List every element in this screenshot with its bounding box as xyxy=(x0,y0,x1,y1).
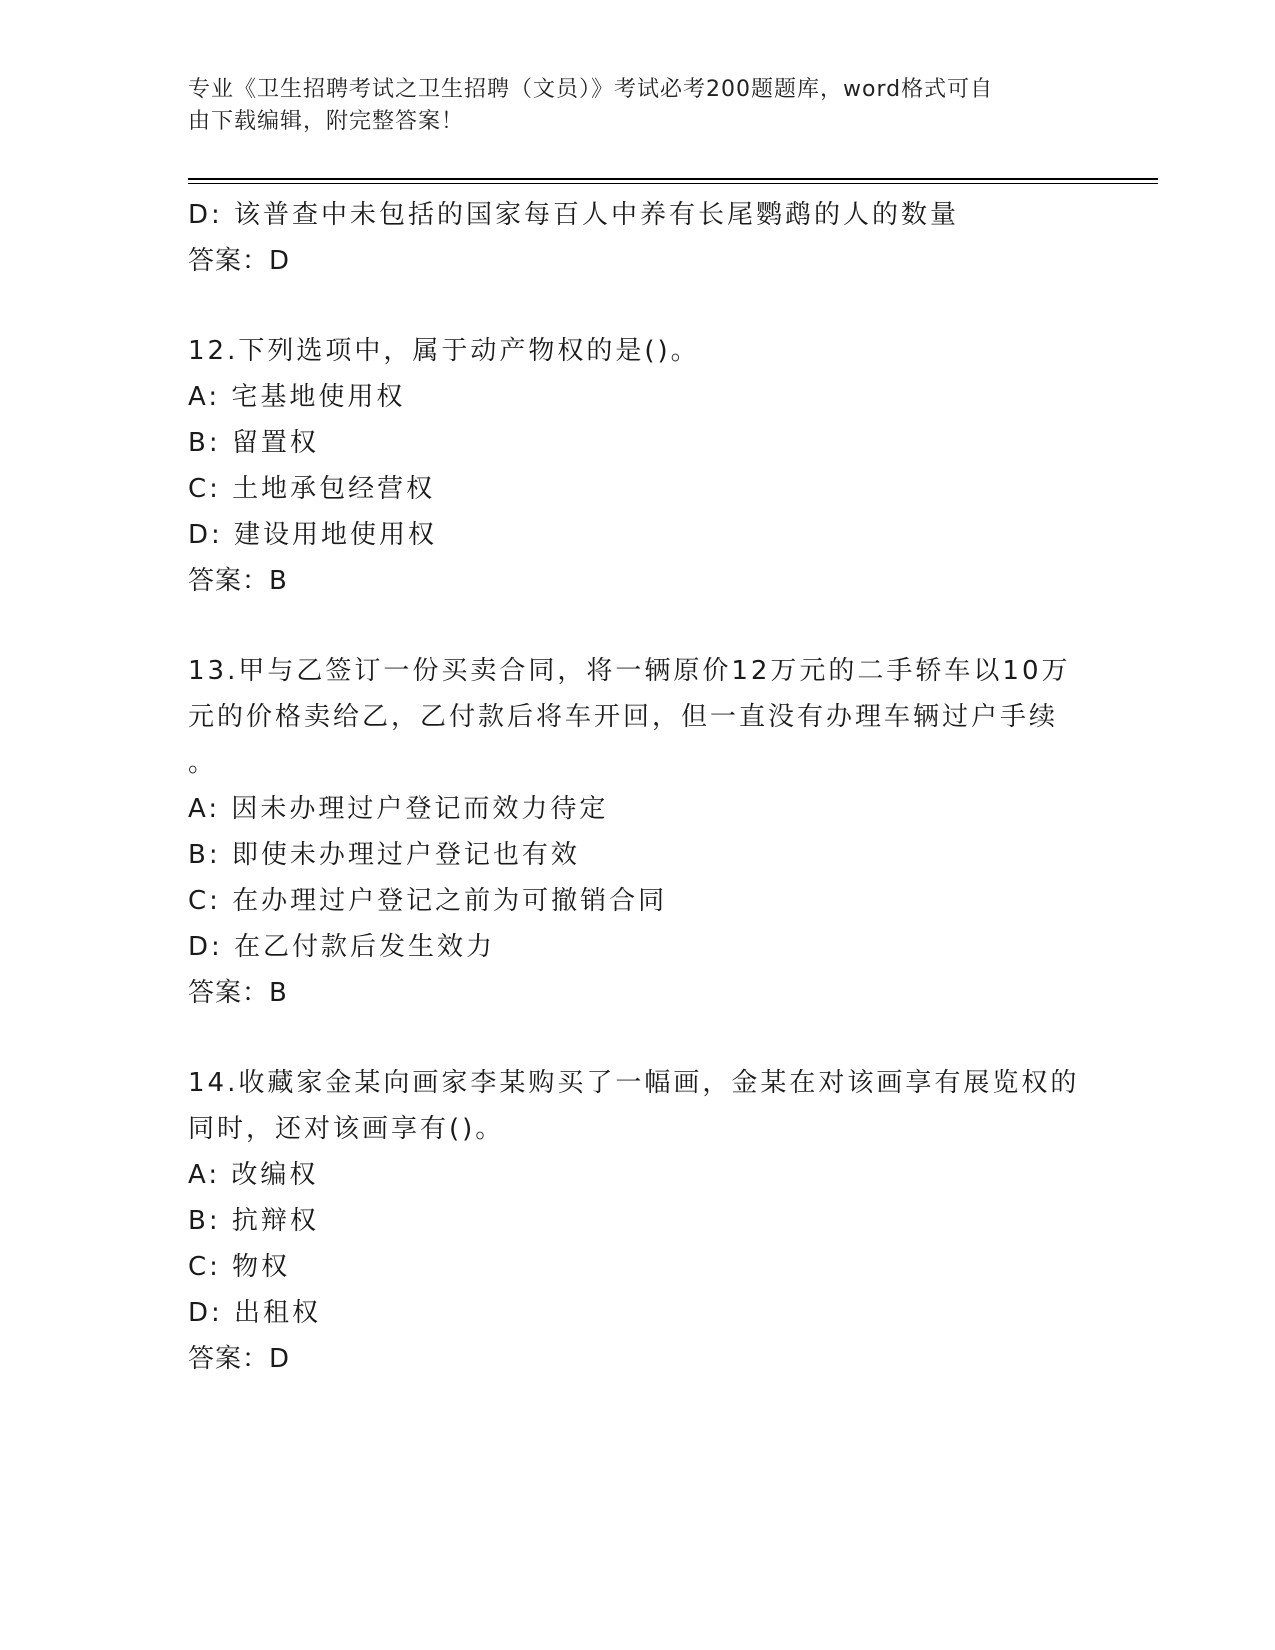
answer-line: 答案：B xyxy=(188,978,288,1008)
option-a: A: 因未办理过户登记而效力待定 xyxy=(188,794,609,824)
option-a: A: 改编权 xyxy=(188,1160,319,1190)
option-b: B: 留置权 xyxy=(188,428,319,458)
option-a: A: 宅基地使用权 xyxy=(188,382,406,412)
option-c: C: 在办理过户登记之前为可撤销合同 xyxy=(188,886,668,916)
option-d: D: 在乙付款后发生效力 xyxy=(188,932,496,962)
question-stem: 12.下列选项中，属于动产物权的是()。 xyxy=(188,336,700,366)
question-14 xyxy=(188,1060,1088,1382)
answer-line: 答案：D xyxy=(188,1344,291,1374)
header-divider-thin xyxy=(188,183,1158,184)
option-c: C: 物权 xyxy=(188,1252,291,1282)
option-b: B: 即使未办理过户登记也有效 xyxy=(188,840,580,870)
question-stem-line-2: 元的价格卖给乙，乙付款后将车开回，但一直没有办理车辆过户手续 xyxy=(188,702,1059,732)
answer-line: 答案：D xyxy=(188,246,291,276)
document-header xyxy=(188,74,1088,138)
question-stem-line-1: 14.收藏家金某向画家李某购买了一幅画，金某在对该画享有展览权的 xyxy=(188,1068,1080,1098)
header-line-2: 由下载编辑，附完整答案！ xyxy=(188,109,465,134)
question-stem-line-3: 。 xyxy=(188,748,218,778)
option-d: D: 出租权 xyxy=(188,1298,322,1328)
option-b: B: 抗辩权 xyxy=(188,1206,319,1236)
header-divider-thick xyxy=(188,178,1158,180)
option-c: C: 土地承包经营权 xyxy=(188,474,436,504)
option-d: D: 建设用地使用权 xyxy=(188,520,438,550)
question-list xyxy=(188,192,1088,1382)
question-stem-line-1: 13.甲与乙签订一份买卖合同，将一辆原价12万元的二手轿车以10万 xyxy=(188,656,1071,686)
question-stem-line-2: 同时，还对该画享有()。 xyxy=(188,1114,505,1144)
question-12 xyxy=(188,328,1088,604)
header-line-1: 专业《卫生招聘考试之卫生招聘（文员）》考试必考200题题库，word格式可自 xyxy=(188,77,994,102)
question-11-tail xyxy=(188,192,1088,284)
option-d: D: 该普查中未包括的国家每百人中养有长尾鹦鹉的人的数量 xyxy=(188,200,960,230)
answer-line: 答案：B xyxy=(188,566,288,596)
question-13 xyxy=(188,648,1088,1016)
